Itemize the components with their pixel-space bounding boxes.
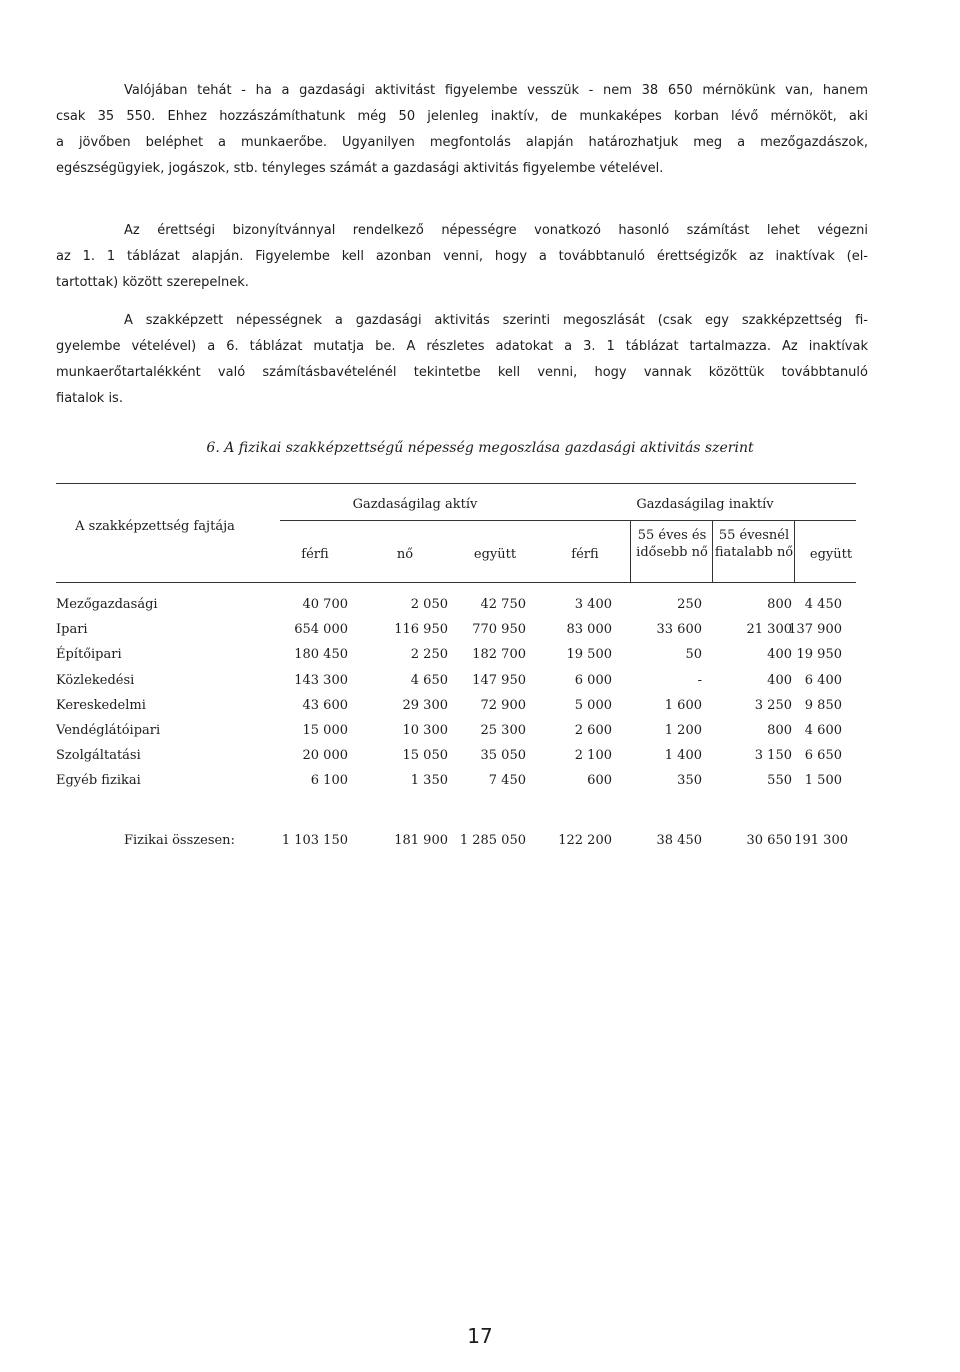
table-cell: 2 250 [410, 647, 448, 663]
paragraph-line: Valójában tehát - ha a gazdasági aktivitást figyelembe vesszük - nem 38 650 mérnökünk van, hanem [124, 83, 868, 98]
row-label: Kereskedelmi [56, 697, 146, 713]
table-cell: 1 350 [410, 773, 448, 789]
table-body [56, 597, 856, 799]
row-label: Egyéb fizikai [56, 773, 141, 789]
table-cell: 770 950 [472, 622, 526, 638]
table-cell: 182 700 [472, 647, 526, 663]
table-cell: 19 500 [566, 647, 612, 663]
table-cell: 4 650 [410, 672, 448, 688]
table-cell: 143 300 [294, 672, 348, 688]
table-cell: 42 750 [480, 597, 526, 612]
table-cell: 4 600 [804, 722, 842, 738]
table-cell: 83 000 [566, 622, 612, 638]
table-cell: 10 300 [402, 722, 448, 738]
table-cell: 21 300 [746, 622, 792, 638]
header-col-ferfi: férfi [301, 547, 329, 562]
header-col-55-eves: 55 éves és idősebb nő [636, 528, 708, 560]
table-cell: 180 450 [294, 647, 348, 663]
total-value: 1 285 050 [459, 833, 526, 848]
table-row [56, 647, 856, 672]
table-cell: 6 650 [804, 748, 842, 764]
table-row [56, 698, 856, 723]
header-divider [712, 520, 713, 582]
paragraph-line: tartottak) között szerepelnek. [56, 275, 249, 290]
paragraph-2 [56, 218, 868, 296]
table-row [56, 723, 856, 748]
table-cell: 800 [767, 722, 792, 738]
table-cell: 550 [767, 773, 792, 789]
paragraph-1 [56, 78, 868, 182]
table-title: 6. A fizikai szakképzettségű népesség megoszlása gazdasági aktivitás szerint [206, 440, 754, 456]
table-cell: 350 [677, 773, 702, 789]
paragraph-line: csak 35 550. Ehhez hozzászámíthatunk még 50 jelenleg inaktív, de munkaképes korban lévő mérnököt, aki [56, 109, 868, 124]
header-group-inactive: Gazdaságilag inaktív [636, 497, 774, 512]
table-cell: 1 400 [664, 748, 702, 764]
header-col-55-evesnel: 55 évesnél fiatalabb nő [714, 528, 794, 560]
table-cell: 2 600 [574, 722, 612, 738]
table-cell: 147 950 [472, 672, 526, 688]
header-group-active: Gazdaságilag aktív [352, 497, 478, 512]
header-col-ferfi-inactive: férfi [571, 547, 599, 562]
table-cell: 1 200 [664, 722, 702, 738]
row-label: Vendéglátóipari [56, 722, 161, 738]
header-divider [630, 520, 631, 582]
inactive-group-rule [548, 520, 856, 521]
table-total-row [56, 833, 856, 853]
paragraph-line: a jövőben beléphet a munkaerőbe. Ugyanilyen megfontolás alapján határozhatjuk meg a mezőgazdászok, [56, 135, 868, 150]
table-cell: 15 050 [402, 748, 448, 764]
table-cell: 6 000 [574, 672, 612, 688]
table-cell: 35 050 [480, 748, 526, 764]
paragraph-line: Az érettségi bizonyítvánnyal rendelkező népességre vonatkozó hasonló számítást lehet végezni [124, 223, 868, 238]
row-label: Szolgáltatási [56, 748, 141, 764]
table-cell: 250 [677, 597, 702, 612]
table-cell: 400 [767, 672, 792, 688]
total-value: 30 650 [746, 833, 792, 848]
total-label: Fizikai összesen: [124, 833, 235, 848]
table-cell: 1 600 [664, 697, 702, 713]
table-cell: 3 400 [574, 597, 612, 612]
table-cell: 9 850 [804, 697, 842, 713]
table-cell: 3 150 [754, 748, 792, 764]
table-row [56, 622, 856, 647]
table-row [56, 673, 856, 698]
table-cell: 40 700 [302, 597, 348, 612]
header-col-egyutt: együtt [473, 547, 517, 562]
row-label: Mezőgazdasági [56, 597, 158, 612]
row-label: Építőipari [56, 647, 122, 663]
header-divider [794, 520, 795, 582]
table-cell: 19 950 [796, 647, 842, 663]
table-cell: 116 950 [394, 622, 448, 638]
table-cell: 43 600 [302, 697, 348, 713]
total-value: 191 300 [794, 833, 848, 848]
table-cell: 33 600 [656, 622, 702, 638]
table-cell: 29 300 [402, 697, 448, 713]
table-cell: 2 050 [410, 597, 448, 612]
total-value: 1 103 150 [281, 833, 348, 848]
total-value: 122 200 [558, 833, 612, 848]
table-cell: 15 000 [302, 722, 348, 738]
paragraph-3 [56, 308, 868, 412]
table-row [56, 773, 856, 798]
table-cell: 654 000 [294, 622, 348, 638]
table-cell: 137 900 [788, 622, 842, 638]
table-cell: 25 300 [480, 722, 526, 738]
total-value: 181 900 [394, 833, 448, 848]
table-cell: 1 500 [804, 773, 842, 789]
table-cell: 4 450 [804, 597, 842, 612]
table-cell: 20 000 [302, 748, 348, 764]
table-cell: 6 100 [310, 773, 348, 789]
paragraph-line: az 1. 1 táblázat alapján. Figyelembe kell azonban venni, hogy a továbbtanuló érettségizők az inaktívak (el- [56, 249, 868, 264]
paragraph-line: A szakképzett népességnek a gazdasági aktivitás szerinti megoszlását (csak egy szakképzettség fi- [124, 313, 868, 328]
row-label: Közlekedési [56, 672, 135, 688]
table-cell: - [697, 672, 702, 688]
table-cell: 3 250 [754, 697, 792, 713]
page-number: 17 [467, 1324, 493, 1348]
table-cell: 2 100 [574, 748, 612, 764]
table-cell: 600 [587, 773, 612, 789]
paragraph-line: munkaerőtartalékként való számításbavételénél tekintetbe kell venni, hogy vannak közöttük továbbtanuló [56, 365, 868, 380]
table-row [56, 748, 856, 773]
row-label: Ipari [56, 622, 88, 638]
paragraph-line: gyelembe vételével) a 6. táblázat mutatja be. A részletes adatokat a 3. 1 táblázat tartalmazza. Az inaktívak [56, 339, 868, 354]
header-col-egyutt-inactive: együtt [809, 547, 853, 562]
header-col-no: nő [396, 547, 414, 562]
paragraph-line: fiatalok is. [56, 391, 123, 406]
table-cell: 400 [767, 647, 792, 663]
header-row-label: A szakképzettség fajtája [75, 519, 235, 534]
table-cell: 800 [767, 597, 792, 612]
table-cell: 6 400 [804, 672, 842, 688]
header-bottom-rule [56, 582, 856, 583]
active-group-rule [280, 520, 548, 521]
table-cell: 50 [685, 647, 702, 663]
table-cell: 5 000 [574, 697, 612, 713]
total-value: 38 450 [656, 833, 702, 848]
table-row [56, 597, 856, 622]
table-top-rule [56, 483, 856, 484]
paragraph-line: egészségügyiek, jogászok, stb. tényleges számát a gazdasági aktivitás figyelembe vételével. [56, 161, 664, 176]
table-cell: 7 450 [488, 773, 526, 789]
table-cell: 72 900 [480, 697, 526, 713]
